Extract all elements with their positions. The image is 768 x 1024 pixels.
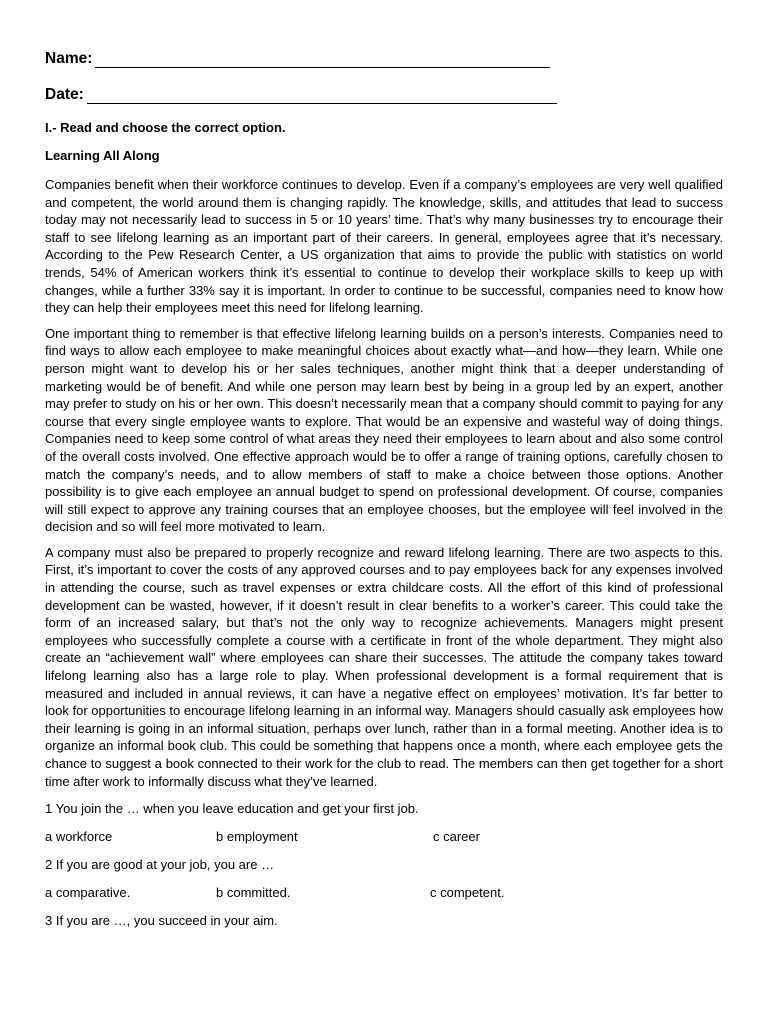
date-field[interactable] — [45, 80, 723, 104]
date-label: Date: — [45, 86, 84, 103]
reading-paragraph-1: Companies benefit when their workforce continues to develop. Even if a company’s employees are very well qualified and competent, the world around them is changing rapidly. The knowledge, skills, and attitudes that lead to success today may not necessarily lead to success in 5 or 10 years’ time. That’s why many businesses try to encourage their staff to see lifelong learning as an important part of their careers. In general, employees agree that it’s necessary. According to the Pew Research Center, a US organization that aims to provide the public with statistics on world trends, 54% of American workers think it’s essential to continue to develop their workplace skills to keep up with changes, while a further 33% say it is important. In order to continue to be successful, companies need to know how they can help their employees meet this need for lifelong learning. — [45, 177, 723, 316]
question-1-option-c[interactable]: c career — [433, 829, 480, 845]
name-label: Name: — [45, 50, 93, 67]
reading-paragraph-3: A company must also be prepared to properly recognize and reward lifelong learning. There are two aspects to this. First, it’s important to cover the costs of any approved courses and to pay employees back for any expenses involved in attending the course, such as travel expenses or extra childcare costs. All the effort of this kind of professional development can be wasted, however, if it doesn’t result in clear benefits to a worker’s career. This could take the form of an increased salary, but that’s not the only way to recognize achievements. Managers might present employees who successfully complete a course with a certificate in front of the whole department. They might also create an “achievement wall” where employees can share their successes. The attitude the company takes toward lifelong learning also has a large role to play. When professional development is a formal requirement that is measured and included in annual reviews, it can have a negative effect on employees’ motivation. It’s far better to look for opportunities to encourage lifelong learning in an informal way. Managers should casually ask employees how their learning is going in an informal situation, perhaps over lunch, rather than in a formal meeting. Another idea is to organize an informal book club. This could be something that happens once a month, where each employee gets the chance to suggest a book connected to their work for the club to read. The members can then get together for a short time after work to informally discuss what they’ve learned. — [45, 544, 723, 789]
question-2-option-a[interactable]: a comparative. — [45, 885, 131, 901]
question-1-option-b[interactable]: b employment — [216, 829, 298, 845]
date-blank-line[interactable] — [87, 89, 557, 104]
name-blank-line[interactable] — [95, 53, 550, 68]
question-3: 3 If you are …, you succeed in your aim. — [45, 913, 278, 929]
question-1: 1 You join the … when you leave education and get your first job. — [45, 801, 419, 817]
reading-title: Learning All Along — [45, 148, 160, 163]
question-2-option-b[interactable]: b committed. — [216, 885, 291, 901]
instruction-heading: I.- Read and choose the correct option. — [45, 120, 286, 135]
question-2-options — [45, 885, 723, 901]
name-field[interactable] — [45, 44, 723, 68]
question-2: 2 If you are good at your job, you are … — [45, 857, 275, 873]
question-1-options — [45, 829, 723, 845]
question-2-option-c[interactable]: c competent. — [430, 885, 505, 901]
reading-paragraph-2: One important thing to remember is that effective lifelong learning builds on a person’s interests. Companies need to find ways to allow each employee to make meaningful choices about exactly what—and how—they learn. While one person might want to develop his or her sales techniques, another might think that a deeper understanding of marketing would be of benefit. And while one person may learn best by being in a group led by an expert, another may prefer to study on his or her own. This doesn’t necessarily mean that a company should commit to paying for any course that every single employee wants to explore. That would be an expensive and wasteful way of doing things. Companies need to keep some control of what areas they need their employees to learn about and also some control of the overall costs involved. One effective approach would be to offer a range of training options, carefully chosen to match the company’s needs, and to allow members of staff to make a choice between those options. Another possibility is to give each employee an annual budget to spend on professional development. Of course, companies will still expect to approve any training courses that an employee chooses, but the employee will feel involved in the decision and so will feel more motivated to learn. — [45, 325, 723, 535]
question-1-option-a[interactable]: a workforce — [45, 829, 113, 845]
